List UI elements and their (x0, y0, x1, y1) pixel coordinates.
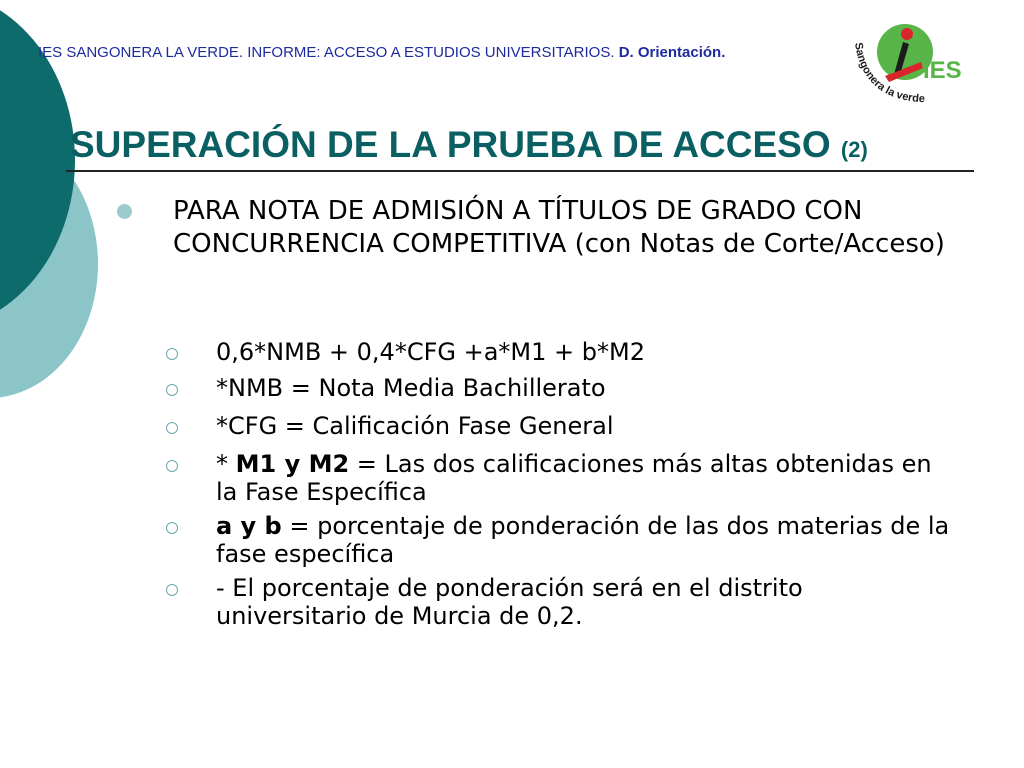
logo-head-icon (901, 28, 913, 40)
bullet-ring-icon (166, 422, 178, 434)
main-bullet-text: PARA NOTA DE ADMISIÓN A TÍTULOS DE GRADO CON CONCURRENCIA COMPETITIVA (con Notas de Corte/Acceso) (173, 196, 945, 259)
header-main: IES SANGONERA LA VERDE. INFORME: ACCESO A ESTUDIOS UNIVERSITARIOS. (38, 44, 619, 61)
list-item-text: 0,6*NMB + 0,4*CFG +a*M1 + b*M2 (216, 338, 645, 366)
bullet-ring-icon (166, 348, 178, 360)
bullet-ring-icon (166, 460, 178, 472)
bullet-ring-icon (166, 384, 178, 396)
list-item (160, 574, 960, 630)
list-item-bold: M1 y M2 (235, 450, 350, 478)
list-item (160, 338, 960, 366)
list-item (160, 512, 960, 568)
slide-title-main: SUPERACIÓN DE LA PRUEBA DE ACCESO (70, 124, 831, 165)
slide-title-suffix: (2) (840, 137, 868, 162)
list-item-text: = Las dos calificaciones más altas obtenidas en la Fase Específica (216, 450, 932, 506)
header-strong: D. Orientación. (618, 44, 726, 61)
main-bullet-dot (117, 204, 132, 219)
slide-title (70, 124, 868, 166)
list-item (160, 450, 960, 506)
list-item-prefix: * (216, 450, 236, 478)
school-logo (845, 18, 965, 113)
title-divider (66, 170, 974, 172)
list-item (160, 374, 960, 402)
header-text (38, 44, 725, 61)
logo-arc-text: Sangonera la verde (851, 41, 926, 106)
list-item-text: - El porcentaje de ponderación será en el distrito universitario de Murcia de 0,2. (216, 574, 803, 630)
bullet-ring-icon (166, 584, 178, 596)
list-item (160, 412, 960, 440)
list-item-text: = porcentaje de ponderación de las dos materias de la fase específica (216, 512, 950, 568)
list-item-text: *NMB = Nota Media Bachillerato (216, 374, 606, 402)
list-item-bold: a y b (216, 512, 282, 540)
bullet-ring-icon (166, 522, 178, 534)
sub-bullet-list (160, 338, 960, 630)
list-item-text: *CFG = Calificación Fase General (216, 412, 614, 440)
logo-letters: IES (923, 57, 962, 84)
